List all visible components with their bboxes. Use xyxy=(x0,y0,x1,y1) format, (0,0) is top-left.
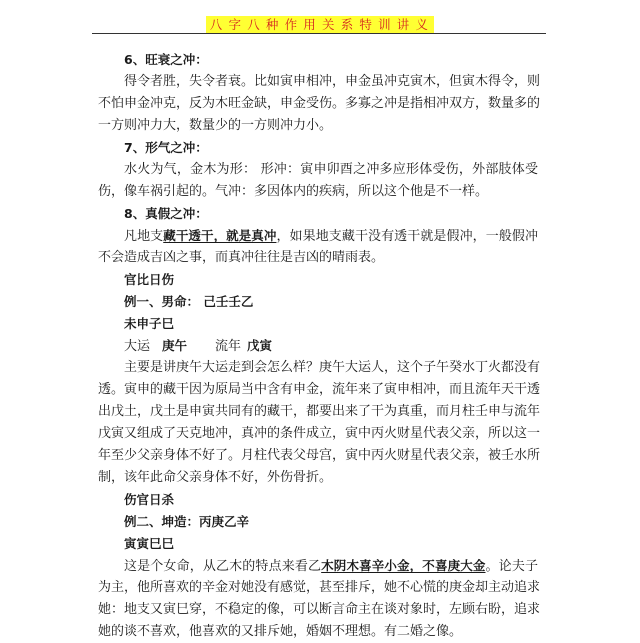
paragraph-line: 主要是讲庚午大运走到会怎么样？庚午大运人，这个子午癸水丁火都没有 xyxy=(124,360,541,375)
paragraph-line: 不怕申金冲克，反为木旺金缺，申金受伤。多寡之冲是指相冲双方，数量多的 xyxy=(98,96,541,111)
paragraph-line: 为主，他所喜欢的辛金对她没有感觉，甚至排斥，她不心慌的庚金却主动追求 xyxy=(98,580,541,595)
liunian-label: 流年 xyxy=(215,339,242,354)
paragraph-line: 凡地支藏干透干，就是真冲，如果地支藏干没有透干就是假冲，一般假冲 xyxy=(124,228,538,244)
paragraph-line: 这是个女命，从乙木的特点来看乙木阴木喜辛小金，不喜庚大金。论夫子 xyxy=(124,558,538,574)
section-heading: 8、真假之冲： xyxy=(124,206,208,221)
paragraph-line: 不会造成吉凶之事，而真冲往往是吉凶的晴雨表。 xyxy=(98,250,385,265)
paragraph-line: 一方则冲力大，数量少的一方则冲力小。 xyxy=(98,118,333,133)
header-title: 八字八种作用关系特训讲义 xyxy=(206,16,434,33)
section-heading: 例一、男命： 己壬壬乙 xyxy=(124,294,254,309)
dayun-label: 大运 xyxy=(124,339,151,354)
luck-line xyxy=(98,335,538,357)
section-heading: 官比日伤 xyxy=(124,272,175,287)
header-rule xyxy=(92,33,546,34)
section-heading: 6、旺衰之冲： xyxy=(124,52,208,67)
paragraph-line: 伤，像车祸引起的。气冲：多因体内的疾病，所以这个他是不一样。 xyxy=(98,184,489,199)
paragraph-line: 她的谈不喜欢，他喜欢的又排斥她，婚姻不理想。有二婚之像。 xyxy=(98,624,463,639)
paragraph-line: 年至少父亲身体不好了。月柱代表父母宫，寅中丙火财星代表父亲，被壬水所 xyxy=(98,448,541,463)
document-body xyxy=(98,49,541,643)
liunian-value: 戊寅 xyxy=(247,338,273,353)
dayun-value: 庚午 xyxy=(162,338,188,353)
section-heading: 未申子巳 xyxy=(124,316,175,331)
section-heading: 7、形气之冲： xyxy=(124,140,208,155)
paragraph-line: 透。寅申的藏干因为原局当中含有申金，流年来了寅申相冲，而且流年天干透 xyxy=(98,382,541,397)
emphasis-text: 藏干透干，就是真冲 xyxy=(163,228,277,243)
section-heading: 伤官日杀 xyxy=(124,492,175,507)
emphasis-text: 木阴木喜辛小金，不喜庚大金 xyxy=(321,558,486,573)
paragraph-line: 水火为气，金木为形： 形冲：寅申卯酉之冲多应形体受伤，外部肢体受 xyxy=(124,162,538,177)
paragraph-line: 制，该年此命父亲身体不好，外伤骨折。 xyxy=(98,470,333,485)
section-heading: 例二、坤造：丙庚乙辛 xyxy=(124,514,250,529)
paragraph-line: 戊寅又组成了天克地冲，真冲的条件成立，寅中丙火财星代表父亲，所以这一 xyxy=(98,426,541,441)
section-heading: 寅寅巳巳 xyxy=(124,536,175,551)
paragraph-line: 她：地支又寅巳穿，不稳定的像，可以断言命主在谈对象时，左顾右盼，追求 xyxy=(98,602,541,617)
paragraph-line: 得令者胜，失令者衰。比如寅申相冲，申金虽冲克寅木，但寅木得令，则 xyxy=(124,74,541,89)
paragraph-line: 出戊土，戊土是申寅共同有的藏干，都要出来了干为真重，而月柱壬申与流年 xyxy=(98,404,541,419)
document-header xyxy=(0,14,640,33)
